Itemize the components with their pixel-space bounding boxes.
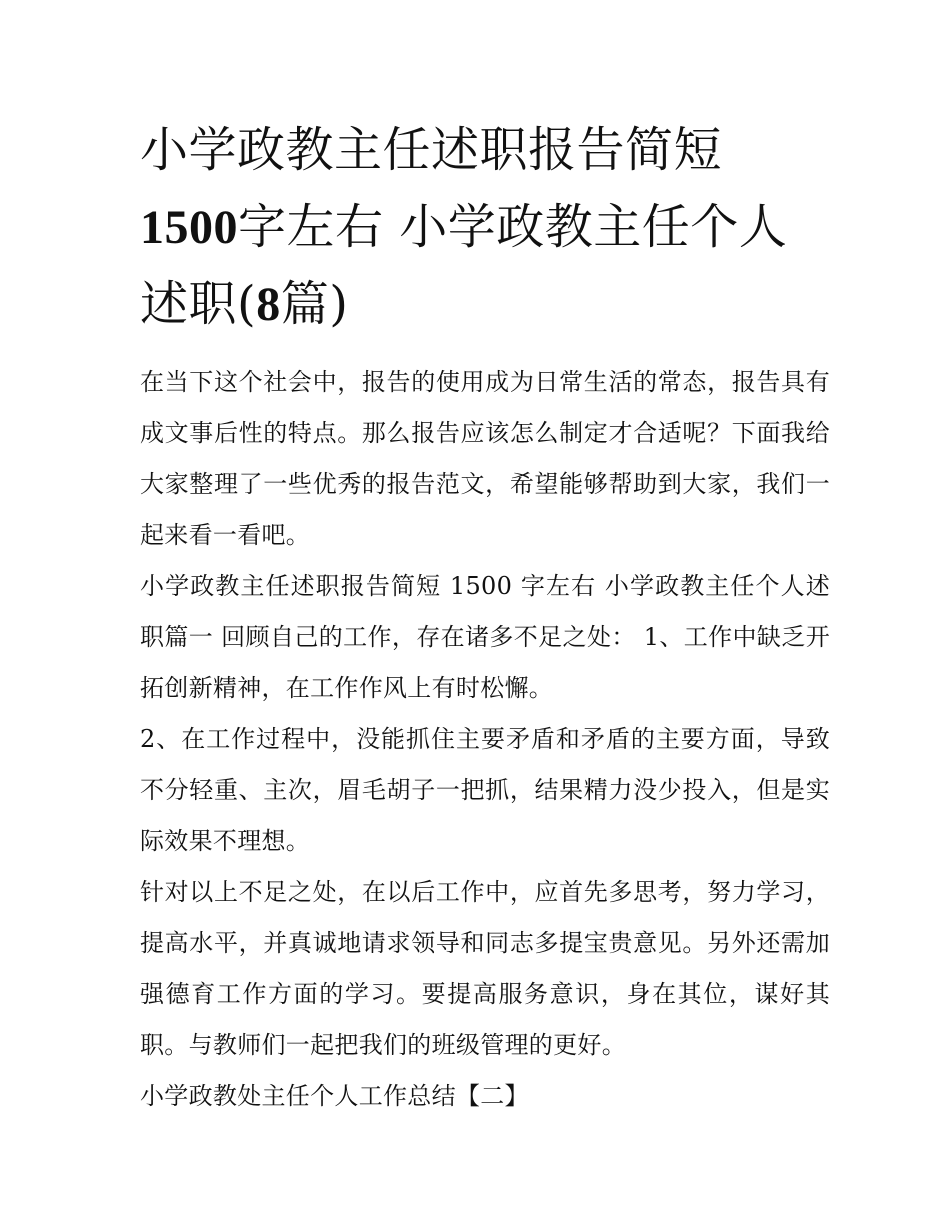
section-two-heading: 小学政教处主任个人工作总结【二】 xyxy=(140,1082,529,1110)
point-two-paragraph: 2、在工作过程中，没能抓住主要矛盾和矛盾的主要方面，导致不分轻重、主次，眉毛胡子一把抓，结果精力没少投入，但是实际效果不理想。 xyxy=(140,725,830,855)
intro-paragraph: 在当下这个社会中，报告的使用成为日常生活的常态，报告具有成文事后性的特点。那么报告应该怎么制定才合适呢？下面我给大家整理了一些优秀的报告范文，希望能够帮助到大家，我们一起来看一看吧。 xyxy=(140,368,830,549)
title-part-3: 篇) xyxy=(280,276,349,332)
title-count: 8 xyxy=(256,278,281,331)
improvement-paragraph: 针对以上不足之处，在以后工作中，应首先多思考，努力学习，提高水平，并真诚地请求领导和同志多提宝贵意见。另外还需加强德育工作方面的学习。要提高服务意识，身在其位，谋好其职。与教师们一起把我们的班级管理的更好。 xyxy=(140,878,830,1059)
title-part-2: 字左右 小学政教主任个人述职( xyxy=(140,199,788,332)
document-title xyxy=(140,112,830,343)
section-one-paragraph: 小学政教主任述职报告简短 1500 字左右 小学政教主任个人述职篇一 回顾自己的工作，存在诸多不足之处： 1、工作中缺乏开拓创新精神，在工作作风上有时松懈。 xyxy=(140,572,830,702)
title-part-1: 小学政教主任述职报告简短 xyxy=(140,122,723,178)
document-page xyxy=(140,112,830,1122)
title-number: 1500 xyxy=(140,201,238,254)
document-body xyxy=(140,357,830,1122)
